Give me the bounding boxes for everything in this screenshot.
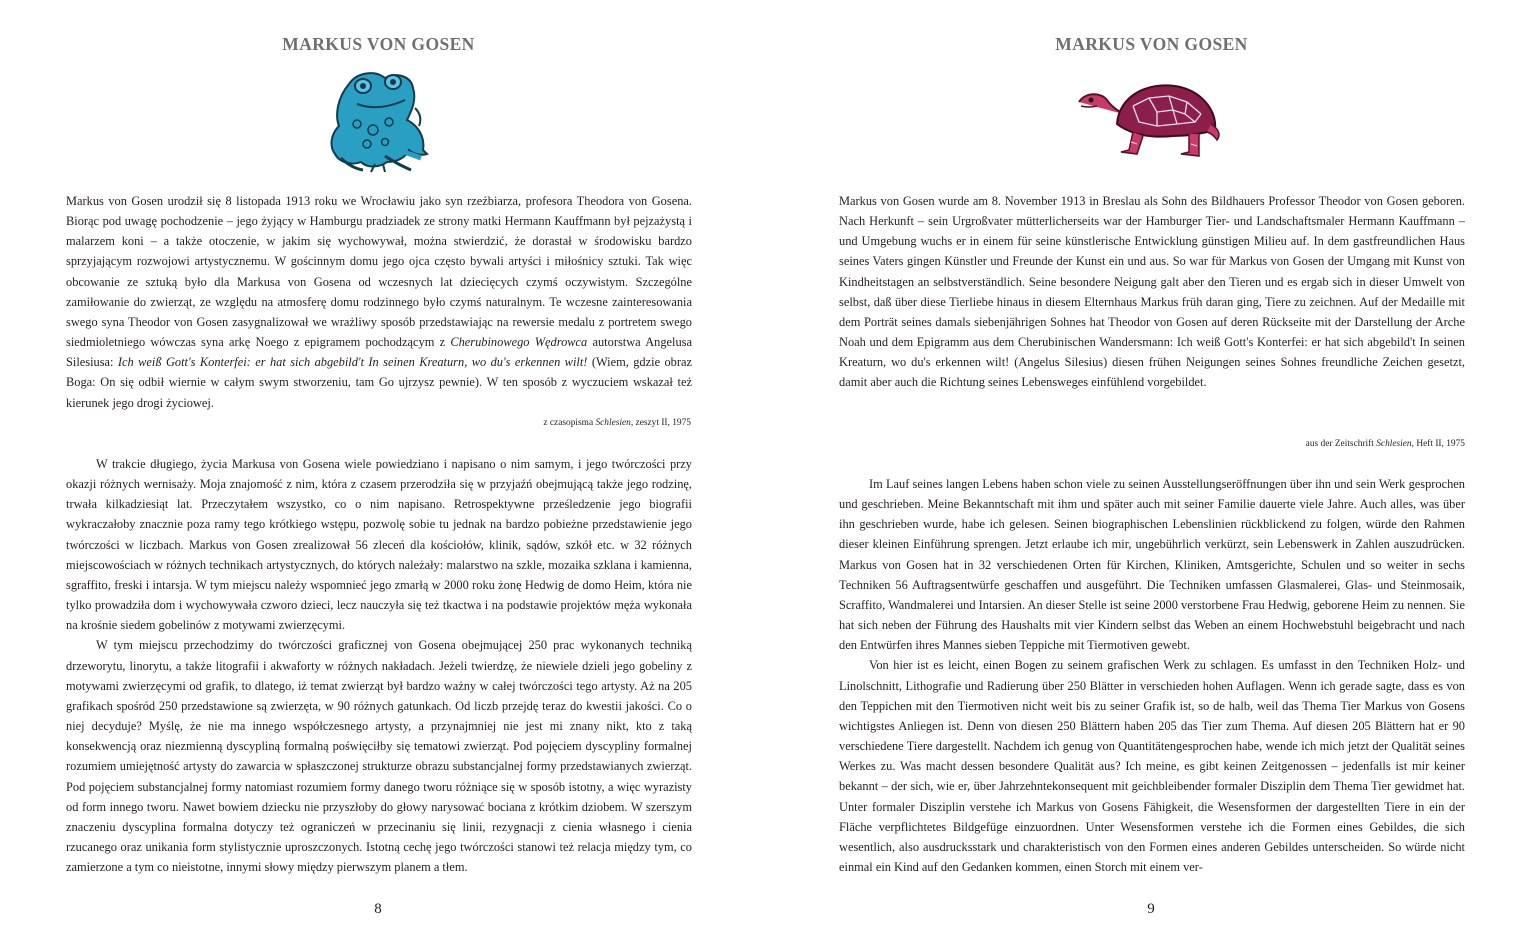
- right-body-paragraph-2: Von hier ist es leicht, einen Bogen zu seinem grafischen Werk zu schlagen. Es umfasst in den Techniken Holz- und Linolschnitt, Lithografie und Radierung über 250 Blätter in verschieden hohen Auflagen. Wenn ich gerade sagte, dass es von den Teppichen mit den Tiermotiven nicht weit bis zu seiner Grafik ist, so de halb, weil das Thema Tier Markus von Gosens wichtigstes Anliegen ist. Denn von diesen 250 Blättern haben 205 das Tier zum Thema. Auf diesen 205 Blättern hat er 90 verschiedene Tiere dargestellt. Nachdem ich genug von Quantitätengesprochen habe, wende ich mich jetzt der Qualität seines Werkes zu. Was macht dessen besondere Qualität aus? Ich meine, es gibt keinen Zeitgenossen – jedenfalls ist mir keiner bekannt – der sich, wie er, über Jahrzehntekonsequent mit geichbleibender formaler Disziplin dem Thema Tier gewidmet hat. Unter formaler Disziplin verstehe ich Markus von Gosens Fähigkeit, die Wesensformen der dargestellten Tiere in ein der Fläche verpflichtetes Bildgefüge einzuordnen. Unter Wesensformen verstehe ich die Formen eines Gebildes, die sich wesentlich, also ausdrucksstark und charakteristisch von den Formen eines anderen Gebildes unterscheiden. So würde nicht einmal ein Kind auf den Gedanken kommen, einen Storch mit einem ver-: [839, 658, 1465, 874]
- left-intro-paragraph: Markus von Gosen urodził się 8 listopada 1913 roku we Wrocławiu jako syn rzeźbiarza, profesora Theodora von Gosena. Biorąc pod uwagę pochodzenie – jego żyjący w Hamburgu pradziadek ze strony matki Hermann Kauffmann był pejzażystą i malarzem koni – a także otoczenie, w jakim się wychowywał, można stwierdzić, że dorastał w środowisku bardzo sprzyjającym rozwojowi artystycznemu. W gościnnym domu jego ojca często bywali artyści i miłośnicy sztuki. Tak więc obcowanie ze sztuką było dla Markusa von Gosena od wczesnych lat dziecięcych czymś oczywistym. Szczególne zamiłowanie do zwierząt, ze względu na atmosferę domu rodzinnego było czymś naturalnym. Te wczesne zainteresowania swego syna Theodor von Gosen zasygnalizował we wrażliwy sposób przedstawiając na rewersie medalu z portretem swego siedmioletniego wówczas syna arkę Noego z epigramem pochodzącym z Cherubinowego Wędrowca autorstwa Angelusa Silesiusa: Ich weiß Gott's Konterfei: er hat sich abgebild't In seinen Kreaturn, wo du's erkennen wilt! (Wiem, gdzie obraz Boga: On się odbił wiernie w całym swym stworzeniu, tam Go ujrzysz pewnie). W ten sposób z wyczuciem wskazał też kierunek jego drogi życiowej.: [66, 194, 693, 410]
- right-source-citation: aus der Zeitschrift Schlesien, Heft II, 1975: [1305, 439, 1465, 449]
- left-intro-text: [66, 191, 692, 413]
- left-body-text: [66, 454, 692, 877]
- left-body-paragraph-2: W tym miejscu przechodzimy do twórczości graficznej von Gosena obejmującej 250 prac wykonanych techniką drzeworytu, linorytu, a także litografii i akwaforty w różnych nakładach. Jeżeli twierdzę, że niewiele dzieli jego gobeliny z motywami zwierzęcymi od grafik, to dlatego, iż temat zwierząt był bardzo ważny w całej twórczości tego artysty. Aż na 205 grafikach spośród 250 przedstawione są zwierzęta, w 90 różnych gatunkach. Od liczb przejdę teraz do kwestii jakości. Co o niej decyduje? Myślę, że nie ma innego współczesnego artysty, a przynajmniej nie jest mi znany nikt, kto z taką konsekwencją oraz niezmienną dyscypliną formalną poświęciłby się tematowi zwierząt. Pod pojęciem dyscypliny formalnej rozumiem umiejętność artysty do zawarcia w spłaszczonej strukturze obrazu substancjalnej formy przedstawianych zwierząt. Pod pojęciem substancjalnej formy natomiast rozumiem formy danego tworu różniące się w sposób istotny, a więc wyrazisty od form innego tworu. Nawet bowiem dziecku nie przyszłoby do głowy narysować bociana z krótkim dziobem. W szerszym znaczeniu dyscyplina formalna dotyczy też ograniczeń w przecinaniu się linii, rezygnacji z cienia własnego i cienia rzucanego oraz unikania form stylistycznie uproszczonych. Istotną cechę jego twórczości stanowi też relacja między tym, co zamierzone a tym co nieistotne, innymi słowy między pierwszym planem a tłem.: [66, 638, 692, 875]
- right-intro-paragraph: Markus von Gosen wurde am 8. November 1913 in Breslau als Sohn des Bildhauers Professor Theodor von Gosen geboren. Nach Herkunft – sein Urgroßvater mütterlicherseits war der Hamburger Tier- und Landschaftsmaler Hermann Kauffmann – und Umgebung wuchs er in einem für seine künstlerische Entwicklung günstigen Milieu auf. In dem gastfreundlichen Haus seines Vaters gingen Künstler und Freunde der Kunst ein und aus. So war für Markus von Gosen der Umgang mit Kunst von Kindheitstagen an selbstverständlich. Seine besondere Neigung galt aber den Tieren und es ergab sich in dieser Umwelt von selbst, daß über diese Tierliebe hinaus in diesem Elternhaus Markus früh daran ging, Tiere zu zeichnen. Auf der Medaille mit dem Porträt seines damals siebenjährigen Sohnes hat Theodor von Gosen auf deren Rückseite mit der Darstellung der Arche Noah und dem Epigramm aus dem Cherubinischen Wandersmann: Ich weiß Gott's Konterfei: er hat sich abgebild't In seinen Kreaturn, wo du's erkennen wilt! (Angelus Silesius) diesen frühen Neigungen seines Sohnes freundliche Zeichen gesetzt, damit aber auch die Richtung seines Lebensweges einfühlend vorgebildet.: [839, 194, 1465, 390]
- left-page: [0, 0, 765, 938]
- frog-body: [332, 73, 427, 172]
- frog-illustration: [327, 68, 429, 174]
- left-source-citation: z czasopisma Schlesien, zeszyt II, 1975: [543, 418, 691, 428]
- right-intro-text: [839, 191, 1465, 393]
- right-body-paragraph-1: Im Lauf seines langen Lebens haben schon viele zu seinen Ausstellungseröffnungen über ihn und sein Werk gesprochen und geschrieben. Meine Bekanntschaft mit ihm und später auch mit seiner Familie dauerte viele Jahre. Auch alles, was über ihn geschrieben wurde, habe ich gelesen. Seinen biographischen Lebenslinien rückblickend zu folgen, würde den Rahmen dieser kleinen Einführung sprengen. Jetzt erlaube ich mir, ungebührlich verkürzt, sein Lebenswerk in Zahlen auszudrücken. Markus von Gosen hat in 32 verschiedenen Orten für Kirchen, Kliniken, Amtsgerichte, Schulen und so weiter in sechs Techniken 56 Auftragsentwürfe geschaffen und ausgeführt. Die Techniken umfassen Glasmalerei, Glas- und Steinmosaik, Scraffito, Wandmalerei und Intarsien. An dieser Stelle ist seine 2000 verstorbene Frau Hedwig, geborene Heim zu nennen. Sie hat sich neben der Führung des Haushalts mit vier Kindern selbst das Weben an einem Hochwebstuhl beigebracht und nach den Entwürfen ihres Mannes sieben Teppiche mit Tiermotiven gewebt.: [839, 477, 1465, 653]
- right-body-text: [839, 474, 1465, 877]
- turtle-illustration: [1077, 80, 1225, 160]
- right-page: [765, 0, 1531, 938]
- left-page-number: 8: [374, 901, 382, 917]
- right-page-title: MARKUS VON GOSEN: [1055, 34, 1248, 54]
- right-page-number: 9: [1147, 901, 1155, 917]
- turtle-body: [1079, 85, 1219, 156]
- left-body-paragraph-1: W trakcie długiego, życia Markusa von Gosena wiele powiedziano i napisano o nim samym, i jego twórczości przy okazji różnych wernisaży. Moja znajomość z nim, która z czasem przerodziła się w przyjaźń obejmującą także jego rodzinę, trwała kilkadziesiąt lat. Przeczytałem wszystko, co o nim napisano. Retrospektywne prześledzenie jego biografii wykraczałoby znacznie poza ramy tego krótkiego wstępu, pozwolę sobie tu jednak na bardzo pobieżne przedstawienie jego twórczości w liczbach. Markus von Gosen zrealizował 56 zleceń dla kościołów, klinik, sądów, szkół etc. w 32 różnych miejscowościach w różnych technikach artystycznych, do których należały: malarstwo na szkle, mozaika szklana i kamienna, sgraffito, freski i intarsja. W tym miejscu należy wspomnieć jego zmarłą w 2000 roku żonę Hedwig de domo Heim, która nie tylko prowadziła dom i wychowywała czworo dzieci, lecz nauczyła się też tkactwa i na podstawie projektów męża wykonała na krośnie siedem gobelinów z motywami zwierzęcymi.: [66, 457, 692, 633]
- left-intro-quote: Ich weiß Gott's Konterfei: er hat sich abgebild't In seinen Kreaturn, wo du's erkennen wilt!: [117, 355, 588, 370]
- left-page-title: MARKUS VON GOSEN: [282, 34, 475, 54]
- left-intro-source-title: Cherubinowego Wędrowca: [450, 335, 588, 350]
